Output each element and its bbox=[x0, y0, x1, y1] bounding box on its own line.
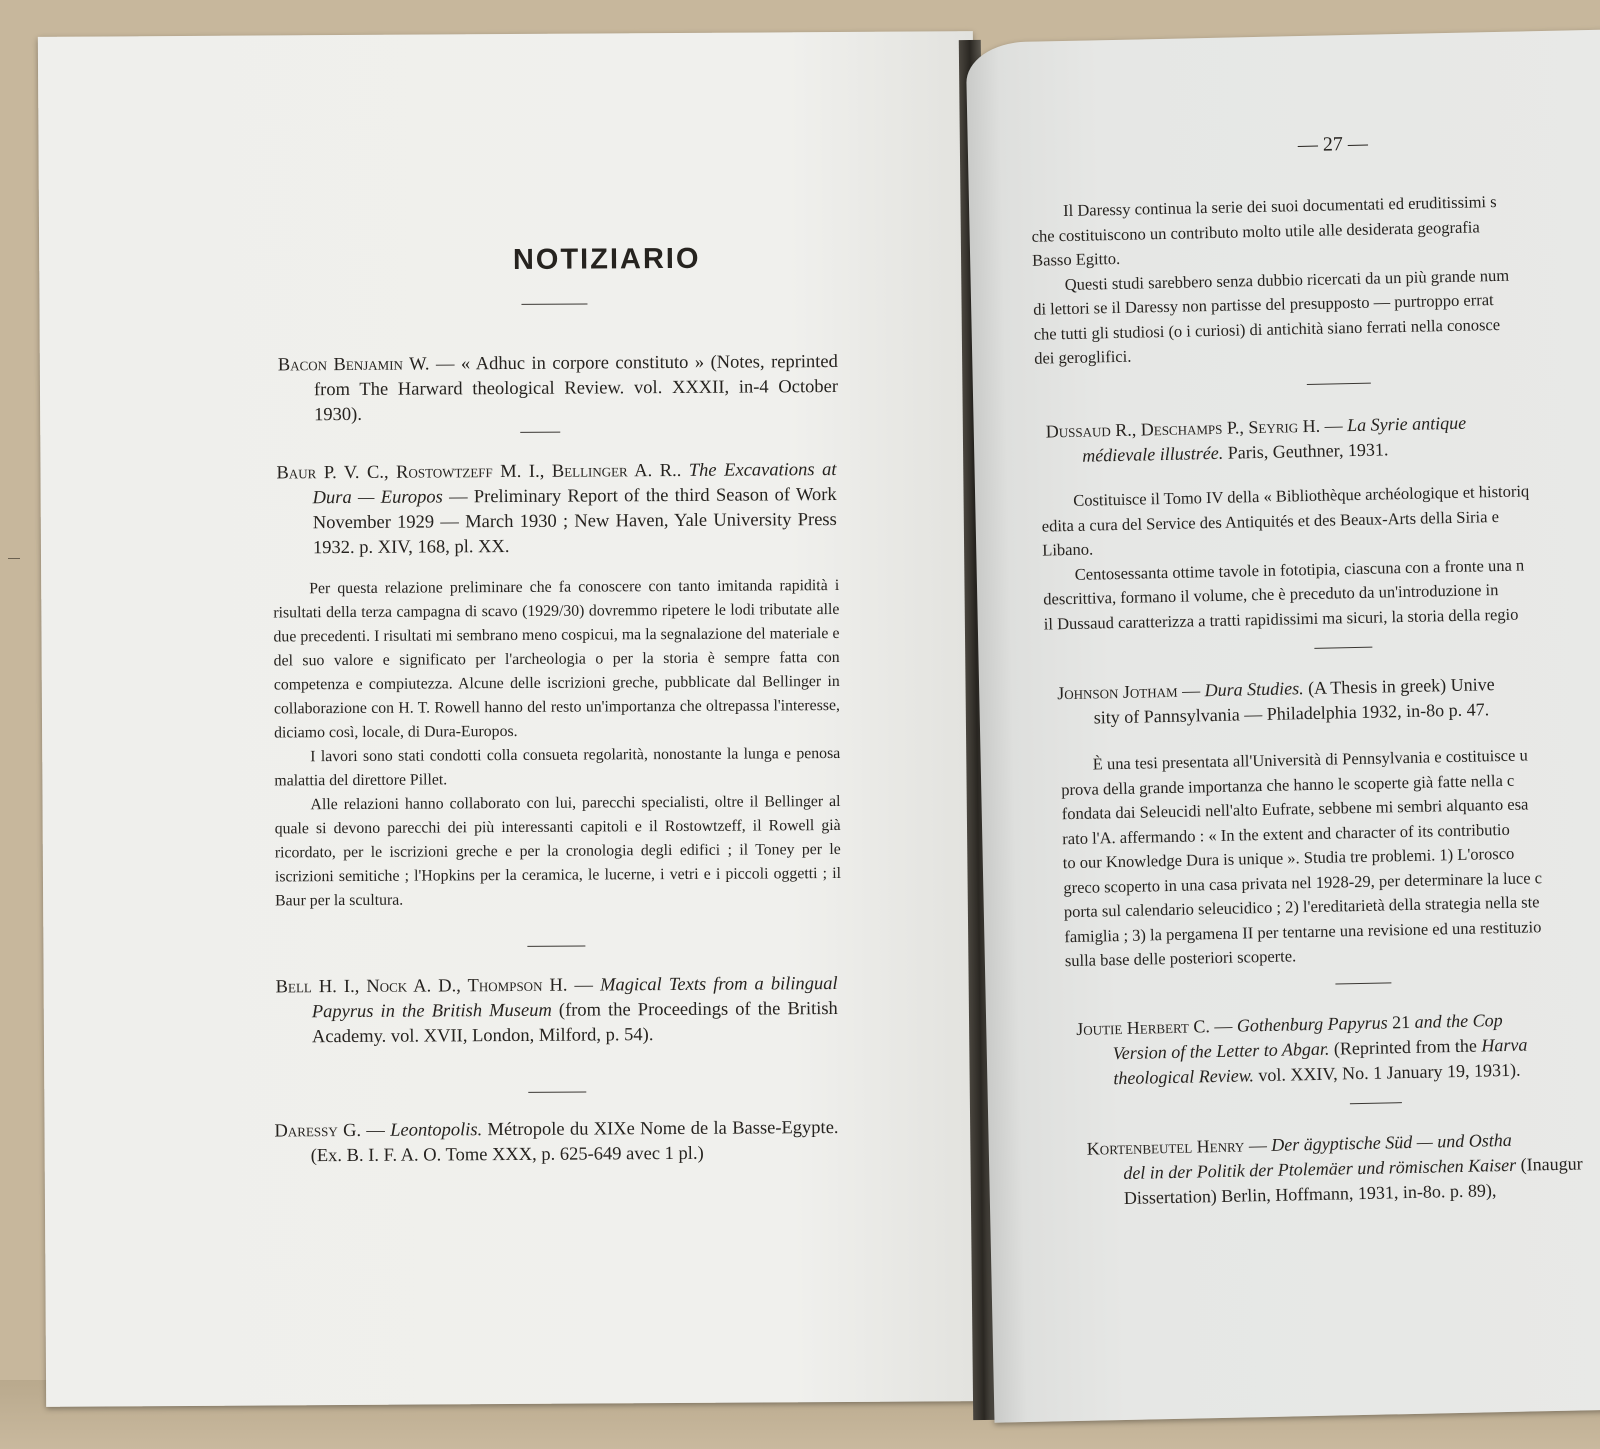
review-paragraph: I lavori sono stati condotti colla consueta regolarità, nonostante la lunga e penosa malattia del direttore Pillet. bbox=[274, 744, 841, 790]
entry-work: vol. XXIV, No. 1 January 19, 1931). bbox=[1253, 1059, 1521, 1086]
review-line: È una tesi presentata all'Università di Pennsylvania e costituisce u bbox=[1092, 745, 1528, 774]
entry-dash: — bbox=[1177, 680, 1205, 701]
review-line: greco scoperto in una casa privata nel 1928-29, per determinare la luce c bbox=[1063, 867, 1543, 897]
bibliography-entry-dussaud bbox=[1046, 411, 1467, 470]
entry-work: (from the Proceedings of the British Academy. vol. XVII, London, Milford, p. 54). bbox=[311, 999, 838, 1048]
entry-work: (Reprinted from the bbox=[1329, 1035, 1482, 1059]
entry-work: Métropole du XIXe Nome de la Basse-Egypte. (Ex. B. I. F. A. O. Tome XXX, p. 625-649 avec 1 pl.) bbox=[310, 1117, 839, 1167]
page-title: NOTIZIARIO bbox=[512, 242, 701, 276]
review-line: il Dussaud caratterizza a tratti rapidissimi ma sicuri, la storia della regio bbox=[1043, 604, 1519, 634]
review-paragraph: Alle relazioni hanno collaborato con lui, parecchi specialisti, oltre il Bellinger al quale si devono parecchi dei più interessanti capitoli e il Rostowtzeff, il Rowell già ricordato, per le iscrizioni greche e per la cronologia degli edifici ; il Toney per le iscrizioni semitiche ; l'Hopkins per la ceramica, le lucerne, i vetri e i piccoli oggetti ; il Baur per la scultura. bbox=[274, 792, 842, 910]
bibliography-entry-johnson bbox=[1057, 672, 1495, 731]
entry-separator bbox=[1350, 1102, 1402, 1104]
entry-authors: Bacon Benjamin W. bbox=[277, 354, 430, 376]
review-line: rato l'A. affermando : « In the extent and character of its contributio bbox=[1062, 819, 1510, 848]
entry-authors: Daressy G. bbox=[274, 1120, 362, 1142]
page-number: — 27 — bbox=[1297, 132, 1369, 157]
entry-work: — Preliminary Report of the third Season of Work November 1929 — March 1930 ; New Haven, Yale University Press 1932. p. XIV, 168, pl. XX. bbox=[312, 484, 837, 559]
entry-dash: — bbox=[1319, 415, 1348, 436]
entry-dash: — bbox=[1209, 1015, 1238, 1037]
entry-authors: Joutie Herbert C. bbox=[1076, 1016, 1211, 1039]
entry-work: Paris, Geuthner, 1931. bbox=[1223, 439, 1389, 463]
review-line: prova della grande importanza che hanno le scoperte già fatte nella c bbox=[1061, 770, 1515, 799]
bibliography-entry-kortenbeutel bbox=[1087, 1126, 1584, 1211]
entry-dash: — bbox=[1244, 1134, 1272, 1156]
review-line: to our Knowledge Dura is unique ». Studia tre problemi. 1) L'orosco bbox=[1062, 843, 1515, 873]
entry-separator bbox=[1314, 647, 1372, 649]
review-paragraph: Per questa relazione preliminare che fa conoscere con tanto imitanda rapidità i risultati della terza campagna di scavo (1929/30) dovremmo ripetere le lodi tributate alle due precedenti. I risultati mi sembrano meno cospicui, ma la segnalazione del materiale e del suo valore e significato per l'archeologia o per la storia è sempre fatta con competenza e compiutezza. Alcune delle iscrizioni greche, pubblicate dal Bellinger in collaborazione con H. T. Rowell hanno del resto un'importanza che oltrepassa l'interesse, diciamo così, locale, di Dura-Europos. bbox=[273, 576, 840, 742]
review-line: di lettori se il Daressy non partisse del presupposto — purtroppo errat bbox=[1033, 290, 1494, 319]
entry-work-title: Gothenburg Papyrus bbox=[1236, 1012, 1388, 1036]
entry-authors: Johnson Jotham bbox=[1057, 680, 1178, 704]
entry-work-title: del in der Politik der Ptolemäer und römischen Kaiser bbox=[1123, 1154, 1517, 1184]
entry-work-title: Der ägyptische Süd — und Ostha bbox=[1271, 1129, 1512, 1155]
entry-work: (A Thesis in greek) Unive bbox=[1303, 674, 1495, 699]
entry-work-title: Harva bbox=[1481, 1034, 1528, 1056]
entry-work-title: La Syrie antique bbox=[1346, 412, 1467, 436]
review-line: che tutti gli studiosi (o i curiosi) di antichità siano ferrati nella conosce bbox=[1033, 314, 1501, 344]
bibliography-entry-joutie bbox=[1076, 1008, 1528, 1092]
pencil-mark bbox=[8, 558, 20, 559]
review-text-daressy bbox=[1031, 187, 1600, 371]
bibliography-entry-daressy bbox=[274, 1116, 838, 1169]
entry-authors: Dussaud R., Deschamps P., Seyrig H. bbox=[1045, 415, 1321, 442]
entry-work: (Inaugur bbox=[1515, 1153, 1583, 1175]
review-line: Questi studi sarebbero senza dubbio ricercati da un più grande num bbox=[1064, 265, 1510, 294]
entry-work-title: theological Review. bbox=[1113, 1065, 1255, 1089]
entry-work-title: and the Cop bbox=[1414, 1010, 1503, 1032]
entry-work: « Adhuc in corpore constituto » (Notes, reprinted from The Harward theological Review. vol. XXXII, in-4 October 1930). bbox=[313, 351, 839, 426]
review-line: che costituiscono un contributo molto utile alle desiderata geografia bbox=[1031, 216, 1480, 246]
entry-work-title: The Excavations at Dura — Europos bbox=[312, 459, 837, 509]
review-line: famiglia ; 3) la pergamena II per tentarne una revisione ed una restituzio bbox=[1064, 916, 1542, 946]
entry-authors: Bell H. I., Nock A. D., Thompson H. bbox=[275, 975, 568, 998]
review-text-johnson bbox=[1061, 741, 1600, 974]
review-line: Libano. bbox=[1042, 539, 1094, 560]
entry-work: 21 bbox=[1387, 1011, 1415, 1033]
review-line: Centosessanta ottime tavole in fototipia, ciascuna con a fronte una n bbox=[1074, 554, 1525, 584]
entry-separator bbox=[520, 432, 560, 433]
entry-dash: — bbox=[567, 975, 601, 996]
review-text-dussaud bbox=[1041, 477, 1600, 637]
entry-separator bbox=[1335, 982, 1391, 984]
bibliography-entry-bacon bbox=[278, 350, 838, 428]
entry-dash: — bbox=[360, 1120, 391, 1141]
review-line: edita a cura del Service des Antiquités et des Beaux-Arts della Siria e bbox=[1041, 506, 1500, 536]
entry-separator bbox=[528, 1092, 586, 1093]
entry-work: sity of Pannsylvania — Philadelphia 1932, in-8o p. 47. bbox=[1093, 699, 1490, 728]
review-line: descrittiva, formano il volume, che è preceduto da un'introduzione in bbox=[1043, 580, 1499, 609]
review-text-baur bbox=[273, 574, 841, 913]
review-line: sulla base delle posteriori scoperte. bbox=[1064, 946, 1297, 971]
entry-work-title: Leontopolis. bbox=[390, 1120, 483, 1141]
review-line: Il Daressy continua la serie dei suoi documentati ed eruditissimi s bbox=[1062, 191, 1497, 221]
bibliography-entry-bell bbox=[276, 972, 838, 1050]
entry-work: Dissertation) Berlin, Hoffmann, 1931, in-8o. p. 89), bbox=[1123, 1180, 1497, 1208]
entry-work-title: Magical Texts from a bilingual Papyrus in the British Museum bbox=[311, 974, 838, 1023]
entry-work-title: médievale illustrée. bbox=[1082, 442, 1224, 466]
right-page bbox=[966, 29, 1600, 1423]
review-line: dei geroglifici. bbox=[1034, 346, 1132, 368]
review-line: fondata dai Seleucidi nell'alto Eufrate, sebbene mi sembri alquanto esa bbox=[1061, 794, 1529, 824]
entry-dash: — bbox=[429, 354, 462, 375]
review-line: porta sul calendario seleucidico ; 2) l'ereditarietà della strategia nella ste bbox=[1063, 892, 1540, 922]
review-line: Costituisce il Tomo IV della « Bibliothèque archéologique et historiq bbox=[1073, 481, 1530, 510]
entry-separator bbox=[1307, 383, 1371, 385]
entry-work-title: Version of the Letter to Abgar. bbox=[1112, 1038, 1330, 1064]
review-line: Basso Egitto. bbox=[1031, 248, 1121, 270]
title-rule bbox=[521, 304, 587, 305]
entry-work-title: Dura Studies. bbox=[1204, 678, 1304, 701]
bibliography-entry-baur bbox=[276, 458, 837, 561]
entry-authors: Kortenbeutel Henry bbox=[1086, 1135, 1245, 1159]
entry-separator bbox=[527, 946, 585, 947]
left-page bbox=[38, 31, 981, 1407]
entry-authors: Baur P. V. C., Rostowtzeff M. I., Bellinger A. R.. bbox=[276, 460, 689, 484]
